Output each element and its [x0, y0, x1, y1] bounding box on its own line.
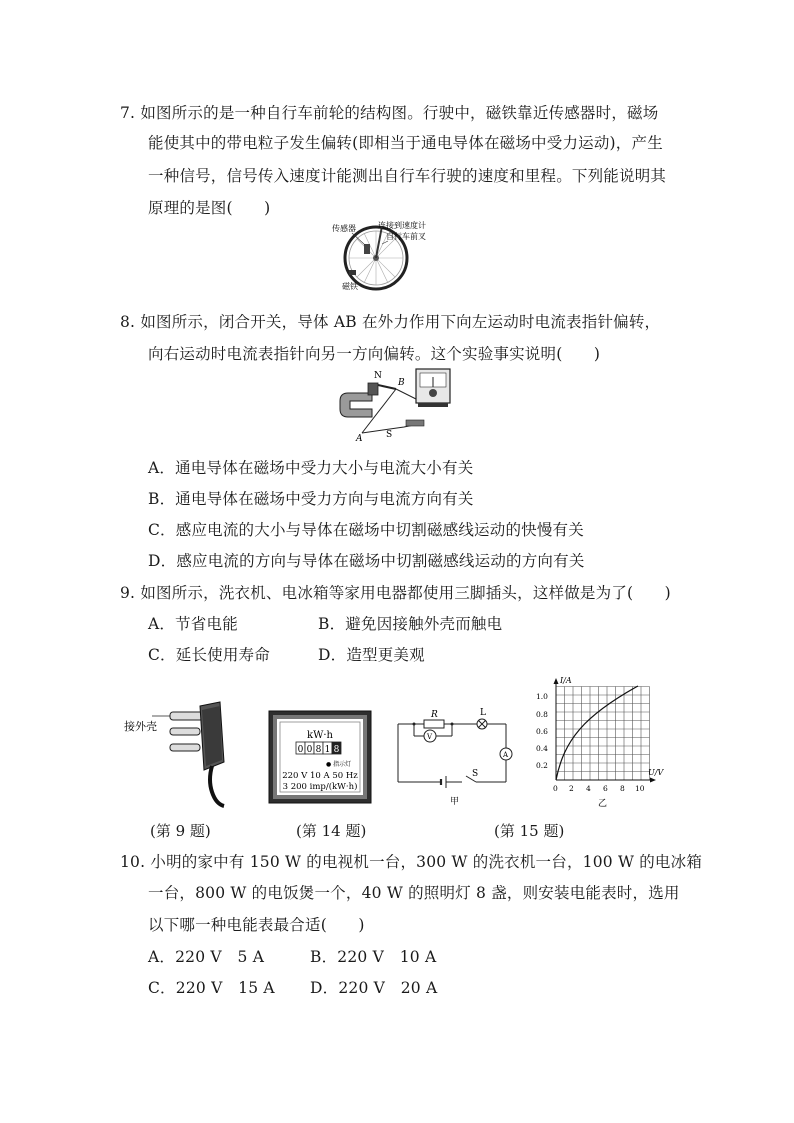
circuit-caption-jia: 甲 — [450, 797, 460, 807]
meter-spec-1: 220 V 10 A 50 Hz — [282, 771, 358, 781]
point-a-label: A — [356, 434, 363, 444]
switch-s-label: S — [386, 430, 393, 440]
y-tick-0.8: 0.8 — [536, 710, 548, 719]
q8-line-2: 向右运动时电流表指针向另一方向偏转。这个实验事实说明( ) — [148, 345, 601, 363]
y-tick-1.0: 1.0 — [536, 692, 548, 701]
sensor-label: 传感器 — [332, 224, 356, 233]
resistor-r-label: R — [431, 710, 438, 720]
meter-digit-5: 8 — [333, 745, 340, 755]
y-tick-0.4: 0.4 — [536, 744, 548, 753]
lamp-l-label: L — [480, 708, 486, 718]
connect-speedometer-label: 连接到速度计 — [378, 221, 426, 230]
ammeter-label: A — [503, 751, 509, 759]
north-pole-label: N — [374, 371, 382, 381]
graph-y-label: I/A — [560, 676, 572, 685]
x-tick-2: 2 — [569, 784, 574, 793]
induction-experiment-figure — [338, 365, 458, 445]
meter-digit-1: 0 — [297, 745, 304, 755]
q10-line-2: 一台，800 W 的电饭煲一个，40 W 的照明灯 8 盏，则安装电能表时，选用 — [148, 884, 680, 902]
indicator-lamp-label: ● 指示灯 — [326, 761, 352, 768]
meter-digit-2: 0 — [306, 745, 313, 755]
voltmeter-label: V — [427, 733, 433, 741]
q8-option-d: D．感应电流的方向与导体在磁场中切割磁感线运动的方向有关 — [148, 552, 585, 570]
meter-digit-3: 8 — [315, 745, 322, 755]
x-tick-8: 8 — [620, 784, 625, 793]
q7-line-3: 一种信号，信号传入速度计能测出自行车行驶的速度和里程。下列能说明其 — [148, 167, 667, 185]
energy-meter-figure — [268, 710, 372, 804]
y-tick-0.6: 0.6 — [536, 727, 548, 736]
caption-q9: (第 9 题) — [150, 822, 211, 840]
x-tick-10: 10 — [635, 784, 645, 793]
q10-option-c: C．220 V 15 A — [148, 979, 275, 997]
caption-q15: (第 15 题) — [494, 822, 565, 840]
x-tick-6: 6 — [603, 784, 608, 793]
q10-option-d: D．220 V 20 A — [310, 979, 438, 997]
plug-shell-label: 接外壳 — [124, 720, 157, 733]
q8-option-a: A．通电导体在磁场中受力大小与电流大小有关 — [148, 459, 474, 477]
switch-s-label: S — [472, 769, 479, 779]
q10-option-a: A．220 V 5 A — [148, 948, 265, 966]
meter-unit: kW·h — [307, 730, 333, 741]
q7-line-4: 原理的是图( ) — [148, 199, 271, 217]
graph-caption-yi: 乙 — [598, 799, 608, 809]
q9-option-a: A．节省电能 — [148, 615, 238, 633]
bicycle-wheel-figure — [330, 218, 480, 292]
q7-line-1: 7. 如图所示的是一种自行车前轮的结构图。行驶中，磁铁靠近传感器时，磁场 — [120, 104, 659, 122]
q8-option-c: C．感应电流的大小与导体在磁场中切割磁感线运动的快慢有关 — [148, 521, 584, 539]
front-fork-label: 自行车前叉 — [386, 232, 426, 241]
circuit-diagram-figure — [394, 706, 518, 810]
q7-line-2: 能使其中的带电粒子发生偏转(即相当于通电导体在磁场中受力运动)，产生 — [148, 134, 663, 152]
point-b-label: B — [398, 378, 405, 388]
q9-option-b: B．避免因接触外壳而触电 — [318, 615, 503, 633]
meter-spec-2: 3 200 imp/(kW·h) — [282, 782, 358, 792]
iu-graph-figure — [532, 674, 672, 814]
graph-x-label: U/V — [648, 768, 664, 777]
q10-line-3: 以下哪一种电能表最合适( ) — [148, 916, 365, 934]
q9-line: 9. 如图所示，洗衣机、电冰箱等家用电器都使用三脚插头，这样做是为了( ) — [120, 584, 671, 602]
y-tick-0.2: 0.2 — [536, 761, 548, 770]
x-tick-0: 0 — [553, 784, 558, 793]
q10-line-1: 10. 小明的家中有 150 W 的电视机一台，300 W 的洗衣机一台，100 W 的电冰箱 — [120, 853, 703, 871]
q10-option-b: B．220 V 10 A — [310, 948, 437, 966]
q9-option-d: D．造型更美观 — [318, 646, 425, 664]
meter-digit-4: 1 — [324, 745, 331, 755]
three-pin-plug-figure — [124, 700, 254, 810]
caption-q14: (第 14 题) — [296, 822, 367, 840]
q8-line-1: 8. 如图所示，闭合开关，导体 AB 在外力作用下向左运动时电流表指针偏转， — [120, 313, 661, 331]
magnet-label: 磁铁 — [342, 282, 358, 291]
q8-option-b: B．通电导体在磁场中受力方向与电流方向有关 — [148, 490, 474, 508]
q9-option-c: C．延长使用寿命 — [148, 646, 270, 664]
x-tick-4: 4 — [586, 784, 591, 793]
